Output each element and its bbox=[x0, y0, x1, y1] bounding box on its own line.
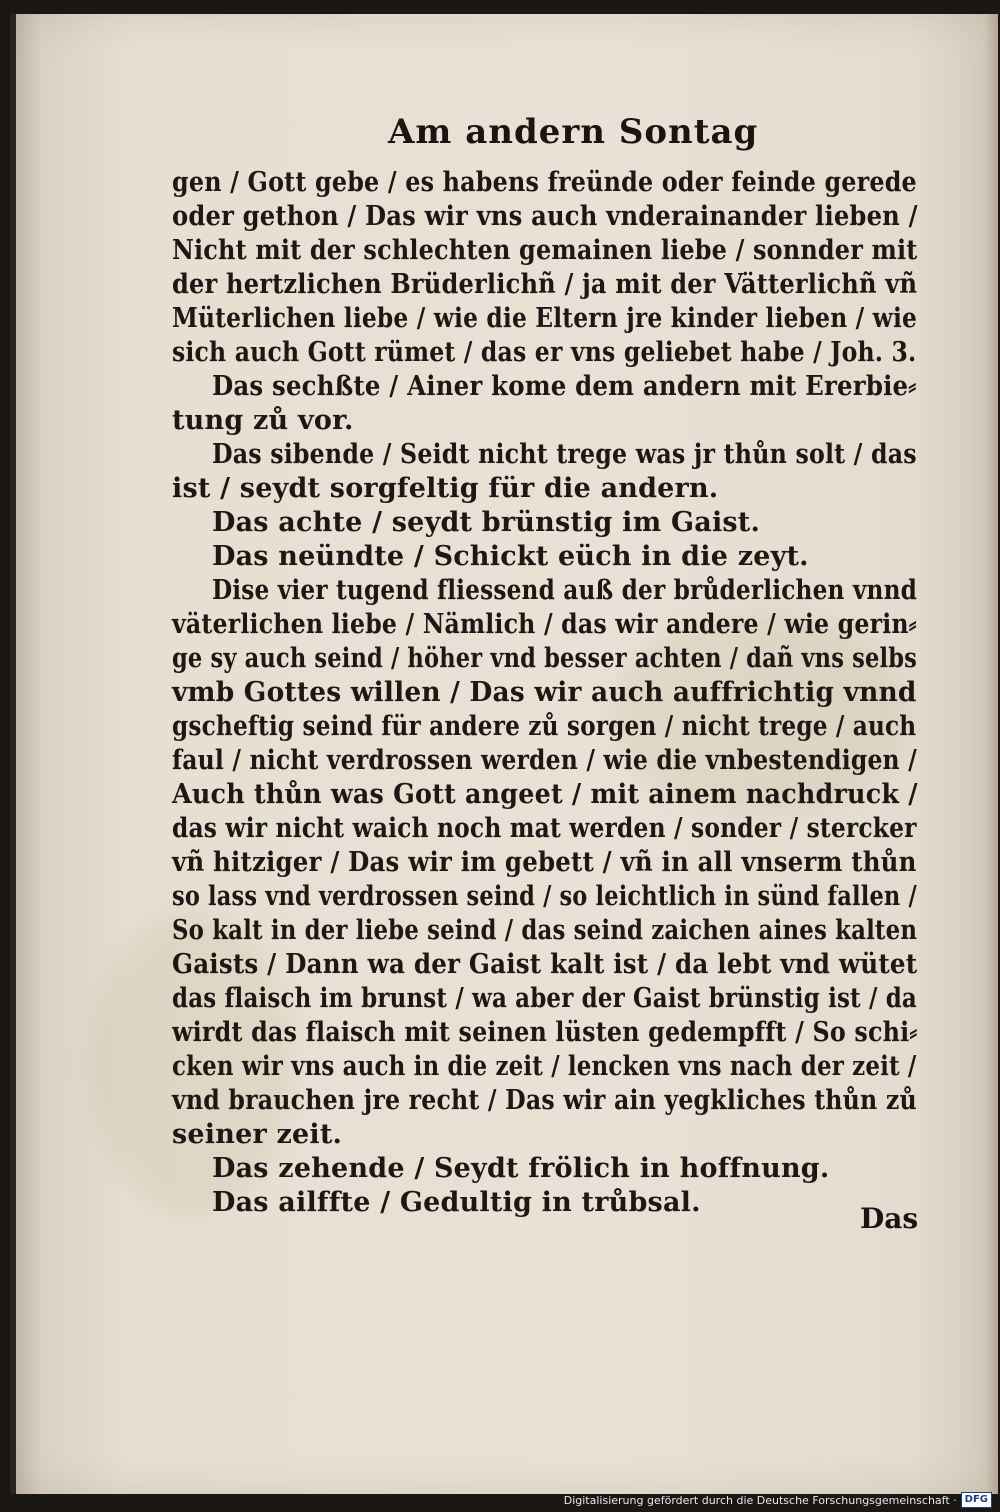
text-line: das flaisch im brunst / wa aber der Gaist brünstig ist / da bbox=[172, 983, 917, 1014]
text-line: gscheftig seind für andere zů sorgen / nicht trege / auch bbox=[172, 711, 917, 742]
text-line: gen / Gott gebe / es habens freünde oder feinde gerede bbox=[172, 167, 917, 198]
text-line: tung zů vor. bbox=[172, 405, 354, 436]
text-line: vñ hitziger / Das wir im gebett / vñ in all vnserm thůn bbox=[172, 847, 917, 878]
text-line: Das sechßte / Ainer kome dem andern mit Ererbie⸗ bbox=[212, 371, 917, 402]
text-line: ist / seydt sorgfeltig für die andern. bbox=[172, 473, 719, 504]
running-header: Am andern Sontag bbox=[388, 112, 759, 152]
text-line: wirdt das flaisch mit seinen lüsten gedempfft / So schi⸗ bbox=[172, 1017, 918, 1048]
catchword: Das bbox=[860, 1202, 919, 1235]
text-line: ge sy auch seind / höher vnd besser achten / dañ vns selbs bbox=[172, 643, 918, 674]
text-line: Gaists / Dann wa der Gaist kalt ist / da lebt vnd wütet bbox=[172, 949, 918, 980]
funding-credit: Digitalisierung gefördert durch die Deutsche Forschungsgemeinschaft · bbox=[563, 1493, 957, 1507]
text-line: Das zehende / Seydt frölich in hoffnung. bbox=[212, 1153, 830, 1184]
text-line: vmb Gottes willen / Das wir auch auffrichtig vnnd bbox=[172, 677, 917, 708]
text-line: Müterlichen liebe / wie die Eltern jre kinder lieben / wie bbox=[172, 303, 918, 334]
text-line: Dise vier tugend fliessend auß der brůderlichen vnnd bbox=[212, 575, 918, 606]
text-line: Das ailffte / Gedultig in trůbsal. bbox=[212, 1187, 701, 1218]
text-line: so lass vnd verdrossen seind / so leichtlich in sünd fallen / bbox=[172, 881, 917, 912]
text-line: Nicht mit der schlechten gemainen liebe / sonnder mit bbox=[172, 235, 918, 266]
text-line: oder gethon / Das wir vns auch vnderainander lieben / bbox=[172, 201, 918, 232]
dfg-logo: DFG bbox=[961, 1492, 992, 1508]
text-line: Das neündte / Schickt eüch in die zeyt. bbox=[212, 541, 809, 572]
text-line: Das sibende / Seidt nicht trege was jr thůn solt / das bbox=[212, 439, 917, 470]
text-line: sich auch Gott rümet / das er vns geliebet habe / Joh. 3. bbox=[172, 337, 917, 368]
text-line: das wir nicht waich noch mat werden / sonder / stercker bbox=[172, 813, 917, 844]
text-line: cken wir vns auch in die zeit / lencken vns nach der zeit / bbox=[172, 1051, 917, 1082]
text-line: der hertzlichen Brüderlichñ / ja mit der Vätterlichñ vñ bbox=[172, 269, 918, 300]
text-line: vnd brauchen jre recht / Das wir ain yegkliches thůn zů bbox=[172, 1085, 917, 1116]
digitization-footer bbox=[564, 1490, 992, 1510]
text-line: Auch thůn was Gott angeet / mit ainem nachdruck / bbox=[172, 779, 918, 810]
text-line: väterlichen liebe / Nämlich / das wir andere / wie gerin⸗ bbox=[172, 609, 917, 640]
page-edge-shadow bbox=[10, 14, 16, 1494]
text-line: seiner zeit. bbox=[172, 1119, 343, 1150]
text-line: So kalt in der liebe seind / das seind zaichen aines kalten bbox=[172, 915, 918, 946]
text-line: faul / nicht verdrossen werden / wie die vnbestendigen / bbox=[172, 745, 917, 776]
text-line: Das achte / seydt brünstig im Gaist. bbox=[212, 507, 761, 538]
